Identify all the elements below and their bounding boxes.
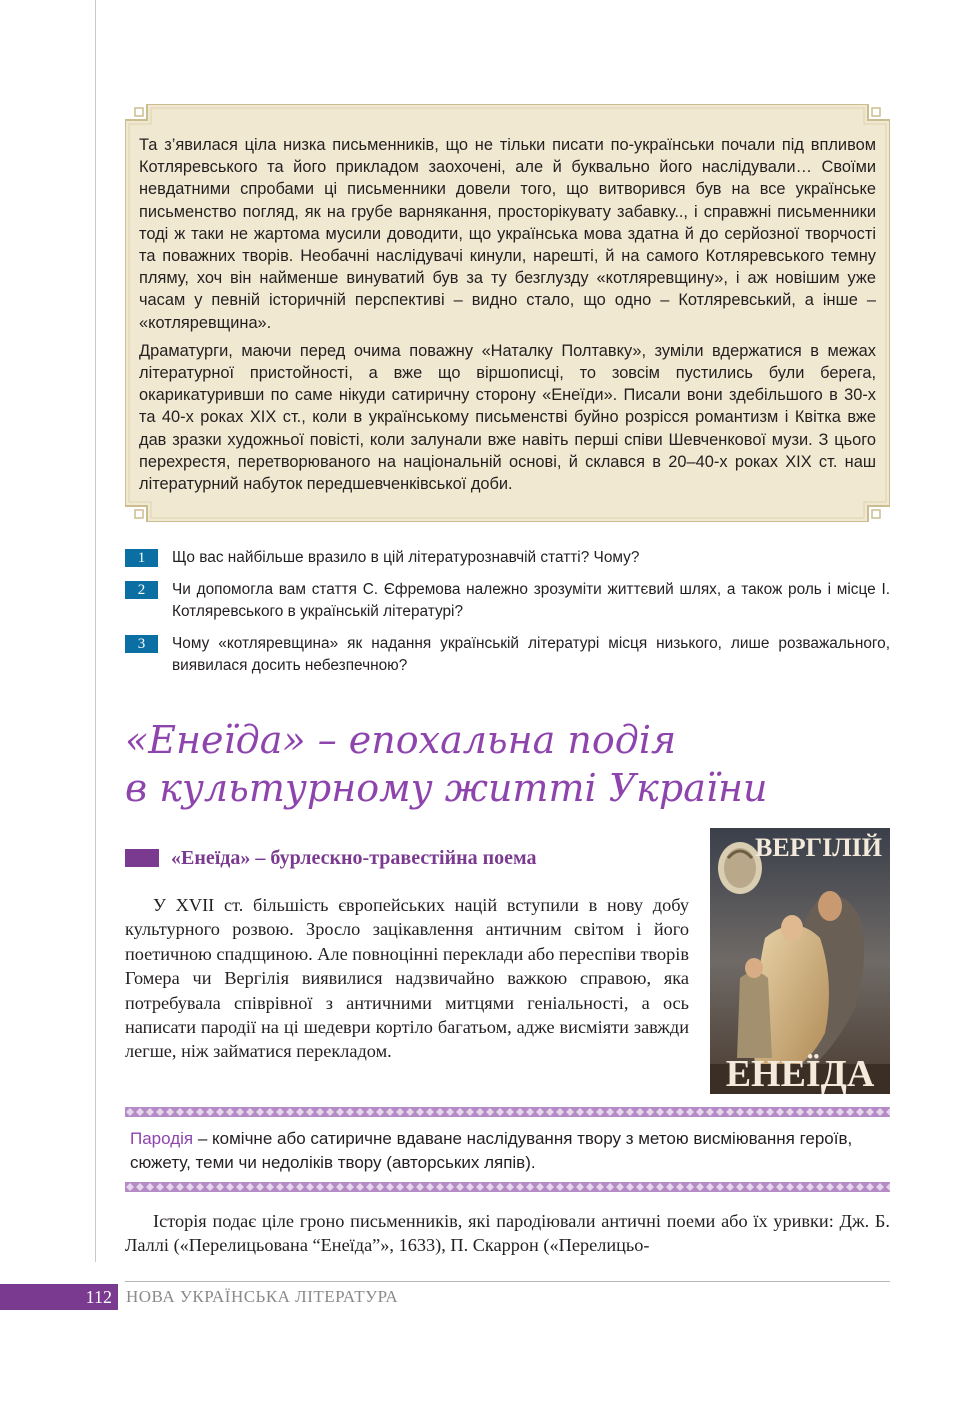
page-number: 112 <box>0 1284 118 1310</box>
margin-rule <box>95 0 96 1262</box>
question-text: Що вас найбільше вразило в цій літературознавчій статті? Чому? <box>172 549 640 566</box>
question-text: Чому «котляревщина» як надання українській літературі місця низького, лише розважального, виявилася досить небезпечною? <box>172 635 890 674</box>
question-item <box>125 579 890 623</box>
book-cover-illustration <box>710 828 890 1094</box>
subsection-title: «Енеїда» – бурлескно-травестійна поема <box>171 846 537 869</box>
body-paragraph: У XVII ст. більшість європейських націй вступили в нову добу культурного розвою. Зросло зацікавлення античним світом і його поетичною спадщиною. Але повноцінні переклади або переспіви творів Гомера чи Вергілія виявилися надзвичайно важкою справою, яка потребувала співрівної з античними митцями геніальності, а ось написати пародії на ці шедеври кортіло багатьом, адже висміяти завжди легше, ніж займатися перекладом. <box>125 895 689 1062</box>
subsection-heading <box>125 845 537 871</box>
running-title: НОВА УКРАЇНСЬКА ЛІТЕРАТУРА <box>126 1287 399 1306</box>
question-number: 2 <box>125 581 158 599</box>
question-item <box>125 633 890 677</box>
quote-box <box>125 104 890 522</box>
question-number: 3 <box>125 635 158 653</box>
ornament-band <box>125 1182 890 1192</box>
cover-author: ВЕРГІЛІЙ <box>755 833 882 862</box>
definition-text <box>130 1127 890 1175</box>
section-title <box>125 716 825 812</box>
book-cover-image <box>710 828 890 1094</box>
question-item <box>125 547 890 569</box>
cover-title: ЕНЕЇДА <box>725 1053 875 1094</box>
ornament-band <box>125 1107 890 1117</box>
definition-term: Пародія <box>130 1129 194 1148</box>
subsection-marker <box>125 849 159 867</box>
question-text: Чи допомогла вам стаття С. Єфремова належно зрозуміти життєвий шлях, а також роль і місце І. Котляревського в українській літературі? <box>172 581 890 620</box>
quote-paragraph: Драматурги, маючи перед очима поважну «Наталку Полтавку», зуміли вдержатися в межах літературної пристойності, а вже що віршописці, то зовсім пустились були берега, окарикатуривши по саме нікуди сатиричну сторону «Енеїди». Писали вони здебільшого в 30-х та 40-х роках ХІХ ст., коли в українському письменстві буйно розрісся романтизм і Квітка вже дав зразки художньої повісті, коли залунали вже навіть перші співи Шевченкової музи. З цього перехрестя, перетворюваного на національній основі, й склався в 20–40-х роках ХІХ ст. наш літературний набуток передшевченківської доби. <box>139 341 876 494</box>
definition-body: – комічне або сатиричне вдаване наслідування твору з метою висміювання героїв, сюжету, теми чи недоліків твору (авторських ляпів). <box>130 1129 853 1172</box>
footer-rule <box>125 1281 890 1282</box>
quote-paragraph: Та з’явилася ціла низка письменників, що не тільки писати по-українськи почали під впливом Котляревського та його прикладом заохочені, але й буквально його наслідували… Своїми невдатними спробами ці письменники довели того, що витворився був на все українське письменство погляд, як на грубе варнякання, просторікувату забавку.., і справжні письменники тоді ж таки не жартома мусили доводити, що українська мова здатна й до серйозної творчості та поважних творів. Необачні наслідувачі кинули, нарешті, й на самого Котляревського темну пляму, хоч він найменше винуватий був за ту безглузду «котляревщину», і аж новішим уже часам у певній історичній перспективі – видно стало, що одно – Котляревський, а інше – «котляревщина». <box>139 136 876 332</box>
section-title-line: «Енеїда» – епохальна подія <box>125 718 677 762</box>
question-list <box>125 547 890 687</box>
question-number: 1 <box>125 549 158 567</box>
section-title-line: в культурному житті України <box>125 766 768 810</box>
body-paragraph: Історія подає ціле гроно письменників, які пародіювали античні поеми або їх уривки: Дж. Б. Лаллі («Перелицьована “Енеїда”», 1633), П. Скаррон («Перелицьо- <box>125 1211 890 1256</box>
quote-text <box>139 134 876 501</box>
